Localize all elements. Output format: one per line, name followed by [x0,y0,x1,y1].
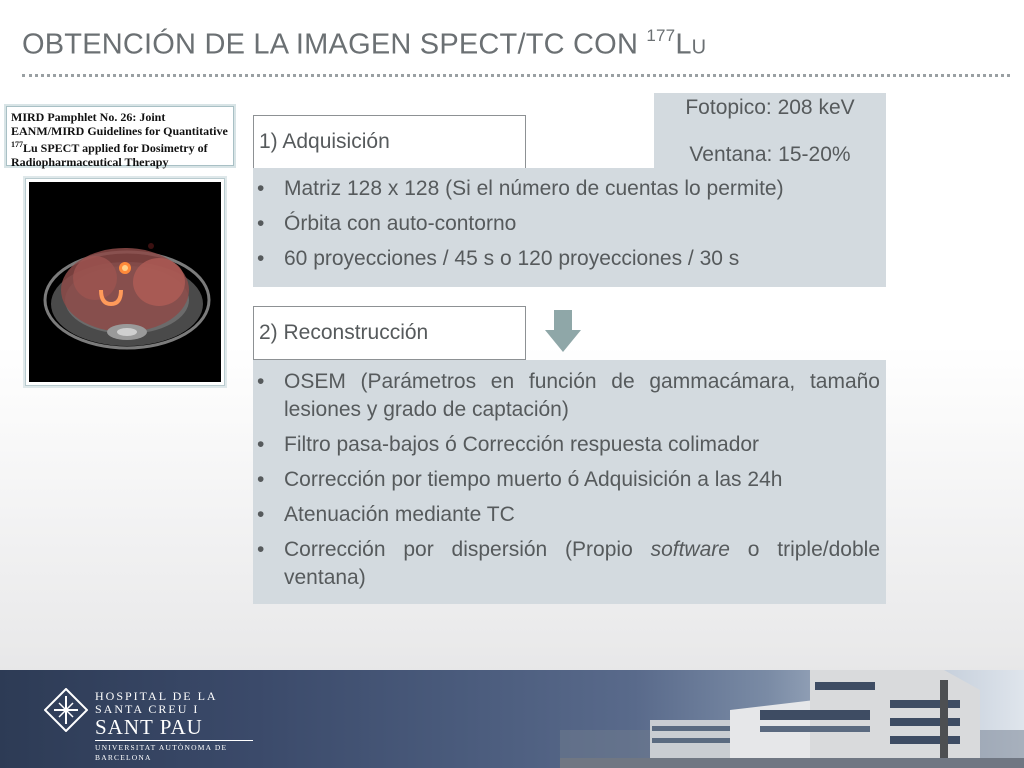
reference-citation: MIRD Pamphlet No. 26: Joint EANM/MIRD Guidelines for Quantitative $^{177}$Lu SPECT applied for Dosimetry of Radiopharmaceutical Therapy [6,106,234,166]
title-divider [22,74,1010,77]
photopeak-window-box [654,93,886,169]
list-item: • 60 proyecciones / 45 s o 120 proyecciones / 30 s [253,245,886,273]
arrow-down-icon [545,310,581,352]
list-item: • OSEM (Parámetros en función de gammacámara, tamaño lesiones y grado de captación) [253,368,886,424]
list-item: • Atenuación mediante TC [253,501,886,529]
hospital-logo-icon [44,688,88,732]
spect-ct-scan-graphic [29,182,221,382]
photopeak-label: Fotopico: 208 keV [685,96,855,119]
list-item: • Órbita con auto-contorno [253,210,886,238]
list-item: • Corrección por tiempo muerto ó Adquisición a las 24h [253,466,886,494]
list-item: • Filtro pasa-bajos ó Corrección respuesta colimador [253,431,886,459]
step-1-acquisition-heading: 1) Adquisición [253,115,526,169]
list-item: • Matriz 128 x 128 (Si el número de cuentas lo permite) [253,175,886,203]
step-2-reconstruction-heading: 2) Reconstrucción [253,306,526,360]
page-title: OBTENCIÓN DE LA IMAGEN SPECT/TC CON $^{177}$LU [22,26,707,61]
acquisition-panel [253,168,886,287]
energy-window-label: Ventana: 15-20% [689,143,851,166]
footer-banner [0,670,1024,768]
hospital-name: HOSPITAL DE LA SANTA CREU I SANT PAU UNIVERSITAT AUTÒNOMA DE BARCELONA [95,690,253,763]
reconstruction-panel [253,360,886,604]
spect-ct-image [25,178,225,386]
list-item: • Corrección por dispersión (Propio software o triple/doble ventana) [253,536,886,592]
hospital-building-photo [560,670,1024,768]
